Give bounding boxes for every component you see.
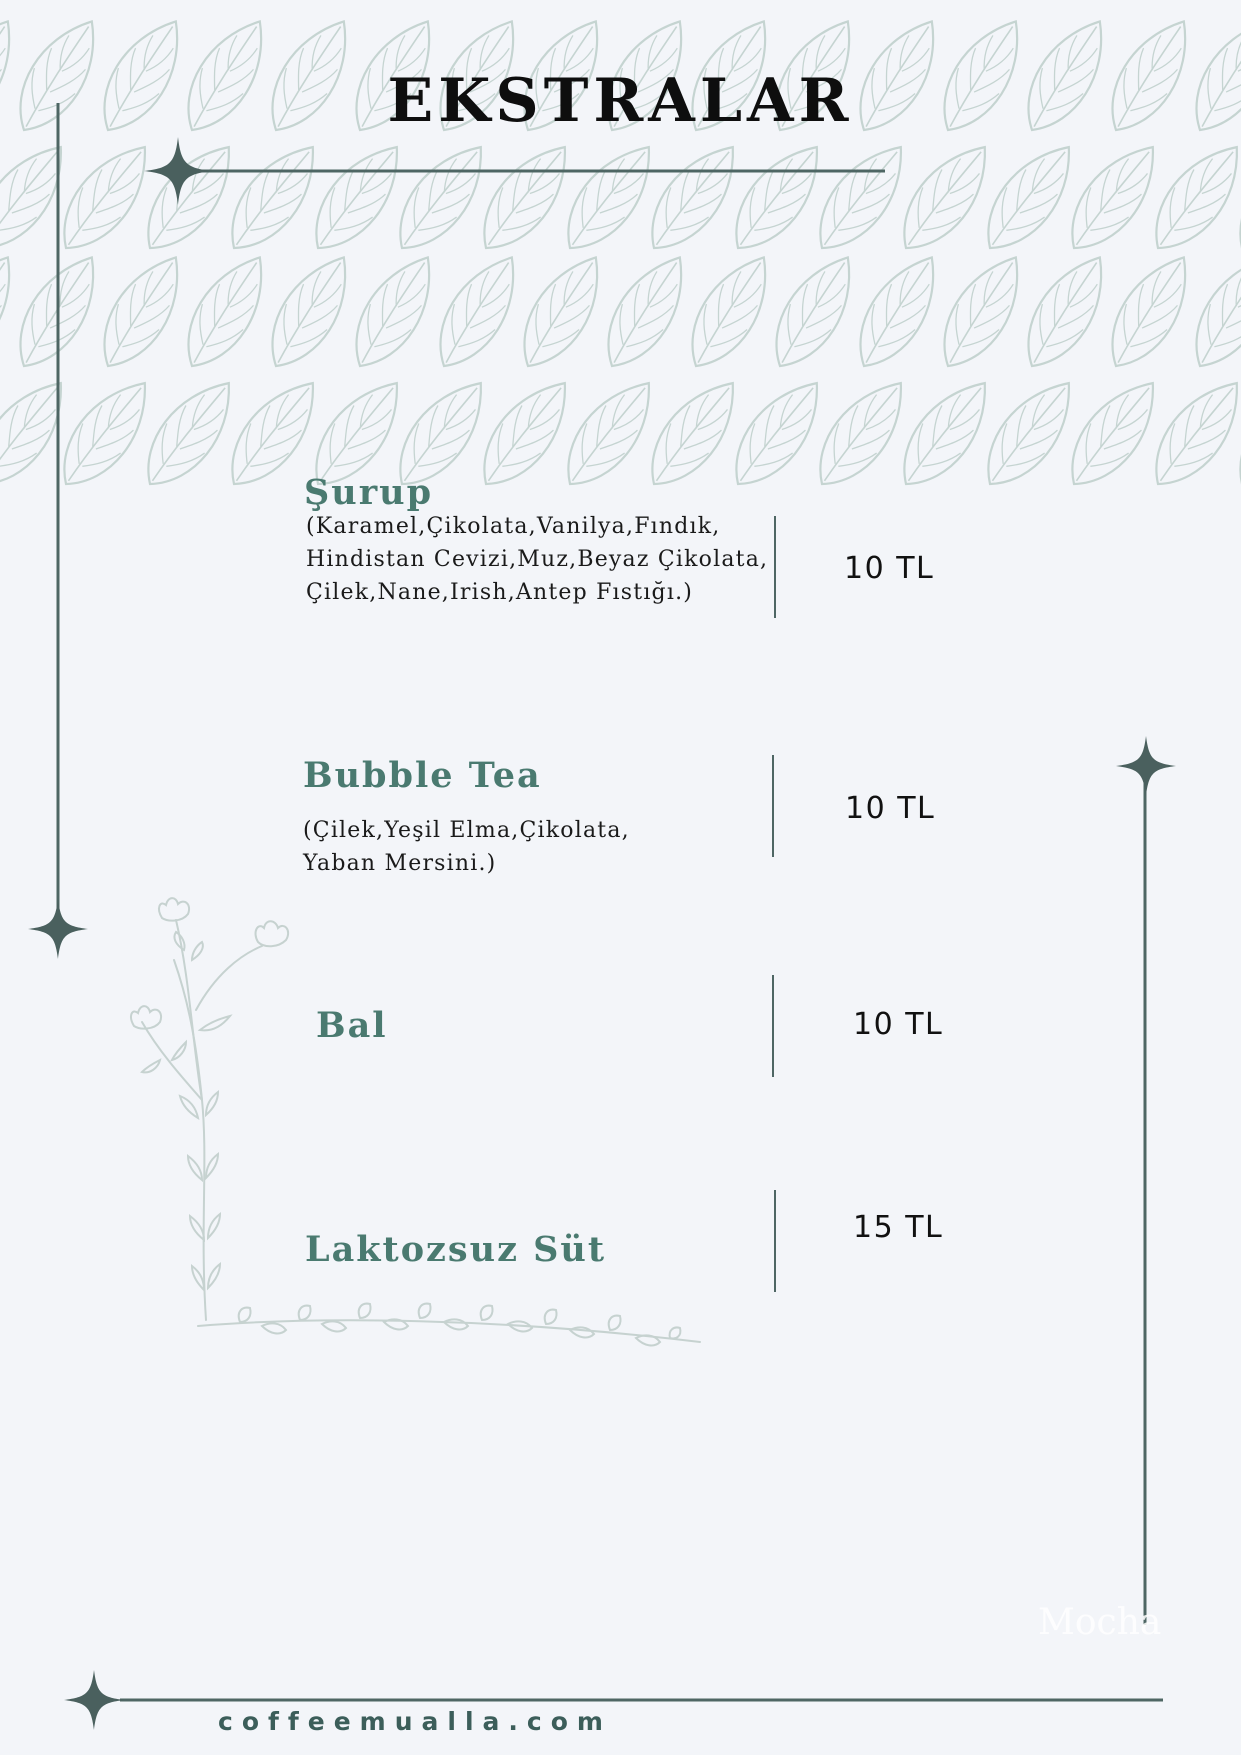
menu-item-price: 10 TL [844,551,935,586]
star-icon-bottom-left [64,1670,124,1730]
price-divider [774,1190,776,1292]
leaf-shape [633,131,753,264]
leaf-shape [926,480,1038,486]
menu-item-price: 10 TL [853,1007,944,1042]
leaf-shape [885,131,1005,264]
menu-item-description [303,814,630,880]
leaf-shape [717,131,837,264]
menu-item-description-line: (Çilek,Yeşil Elma,Çikolata, [303,818,630,843]
menu-item-name: Şurup [304,472,434,513]
leaf-shape [0,244,30,380]
leaf-shape [842,244,954,380]
watermark-text: Mocha [1038,1602,1162,1643]
leaf-shape [2,244,114,380]
leaf-shape [506,480,618,486]
leaf-shape [506,244,618,380]
menu-item-price: 15 TL [853,1210,944,1245]
leaf-shape [1010,480,1122,486]
leaf-shape [1178,244,1241,380]
leaf-shape [549,131,669,264]
leaf-shape [254,244,366,380]
leaf-shape [1094,244,1206,380]
leaf-shape [1094,480,1206,486]
leaf-shape [590,244,702,380]
price-divider [772,975,774,1077]
leaf-shape [129,131,249,264]
star-icon-left [28,899,88,959]
leaf-shape [674,480,786,486]
leaf-shape [801,131,921,264]
leaf-shape [213,131,333,264]
leaf-shape [926,244,1038,380]
menu-item-description-line: (Karamel,Çikolata,Vanilya,Fındık, [306,514,721,539]
menu-item-price: 10 TL [845,791,936,826]
leaf-shape [45,131,165,264]
leaf-shape [86,244,198,380]
menu-item-name: Laktozsuz Süt [305,1229,607,1270]
floral-sketch-icon [131,898,700,1345]
leaf-shape [590,480,702,486]
menu-item-name: Bubble Tea [303,755,542,796]
leaf-shape [170,480,282,486]
leaf-shape [422,244,534,380]
leaf-shape [86,480,198,486]
leaf-shape [465,131,585,264]
leaf-shape [758,244,870,380]
menu-item-description [306,510,768,609]
leaf-shape [1010,244,1122,380]
page-title: EKSTRALAR [387,66,854,136]
price-divider [774,516,776,618]
leaf-shape [758,480,870,486]
leaf-shape [422,480,534,486]
menu-item-description-line: Yaban Mersini.) [303,851,497,876]
leaf-shape [1053,131,1173,264]
footer-website: coffeemualla.com [218,1707,612,1736]
leaf-shape [2,480,114,486]
menu-item-name: Bal [316,1005,388,1046]
star-icon-right [1116,736,1176,796]
leaf-shape [969,131,1089,264]
leaf-shape [381,131,501,264]
leaf-shape [1178,480,1241,486]
leaf-shape [297,131,417,264]
leaf-shape [338,244,450,380]
menu-item-description-line: Çilek,Nane,Irish,Antep Fıstığı.) [306,580,694,605]
leaf-shape [0,367,81,486]
menu-item-description-line: Hindistan Cevizi,Muz,Beyaz Çikolata, [306,547,769,572]
leaf-shape [170,244,282,380]
price-divider [772,755,774,857]
leaf-shape [842,480,954,486]
leaf-shape [674,244,786,380]
